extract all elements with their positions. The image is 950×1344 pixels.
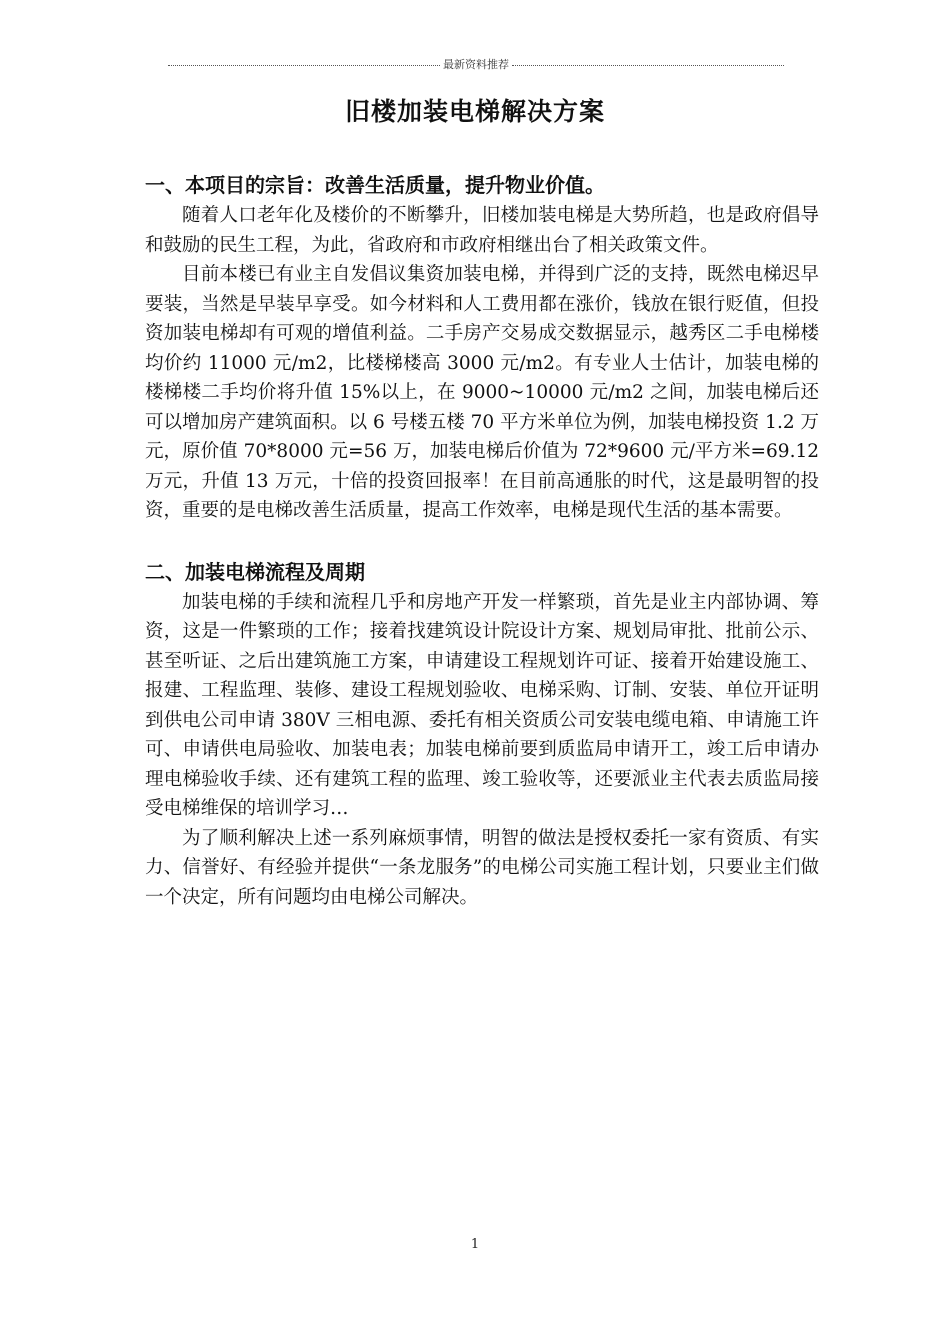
document-body	[145, 169, 819, 912]
page-number: 1	[470, 1237, 480, 1252]
page-header	[168, 56, 784, 72]
section-heading-process: 二、加装电梯流程及周期	[145, 559, 365, 584]
header-dotted-rule-left	[168, 65, 440, 66]
paragraph: 目前本楼已有业主自发倡议集资加装电梯，并得到广泛的支持，既然电梯迟早要装，当然是早装早享受。如今材料和人工费用都在涨价，钱放在银行贬值，但投资加装电梯却有可观的增值利益。二手房产交易成交数据显示，越秀区二手电梯楼均价约 11000 元/m2，比楼梯楼高 3000 元/m2。有专业人士估计，加装电梯的楼梯楼二手均价将升值 15%以上，在 9000~10000 元/m2 之间，加装电梯后还可以增加房产建筑面积。以 6 号楼五楼 70 平方米单位为例，加装电梯投资 1.2 万元，原价值 70*8000 元=56 万，加装电梯后价值为 72*9600 元/平方米=69.12 万元，升值 13 万元，十倍的投资回报率！在目前高通胀的时代，这是最明智的投资，重要的是电梯改善生活质量，提高工作效率，电梯是现代生活的基本需要。	[145, 264, 819, 521]
header-dotted-rule-right	[512, 65, 784, 66]
paragraph: 随着人口老年化及楼价的不断攀升，旧楼加装电梯是大势所趋，也是政府倡导和鼓励的民生工程，为此，省政府和市政府相继出台了相关政策文件。	[145, 205, 819, 256]
section-spacer	[145, 526, 819, 556]
header-text: 最新资料推荐	[443, 58, 509, 71]
section-heading-purpose: 一、本项目的宗旨：改善生活质量，提升物业价值。	[145, 173, 605, 197]
paragraph: 为了顺利解决上述一系列麻烦事情，明智的做法是授权委托一家有资质、有实力、信誉好、有经验并提供“一条龙服务”的电梯公司实施工程计划，只要业主们做一个决定，所有问题均由电梯公司解决。	[145, 827, 819, 908]
document-title: 旧楼加装电梯解决方案	[344, 97, 605, 126]
paragraph: 加装电梯的手续和流程几乎和房地产开发一样繁琐，首先是业主内部协调、筹资，这是一件繁琐的工作；接着找建筑设计院设计方案、规划局审批、批前公示、甚至听证、之后出建筑施工方案，申请建设工程规划许可证、接着开始建设施工、报建、工程监理、装修、建设工程规划验收、电梯采购、订制、安装、单位开证明到供电公司申请 380V 三相电源、委托有相关资质公司安装电缆电箱、申请施工许可、申请供电局验收、加装电表；加装电梯前要到质监局申请开工，竣工后申请办理电梯验收手续、还有建筑工程的监理、竣工验收等，还要派业主代表去质监局接受电梯维保的培训学习…	[145, 591, 819, 819]
